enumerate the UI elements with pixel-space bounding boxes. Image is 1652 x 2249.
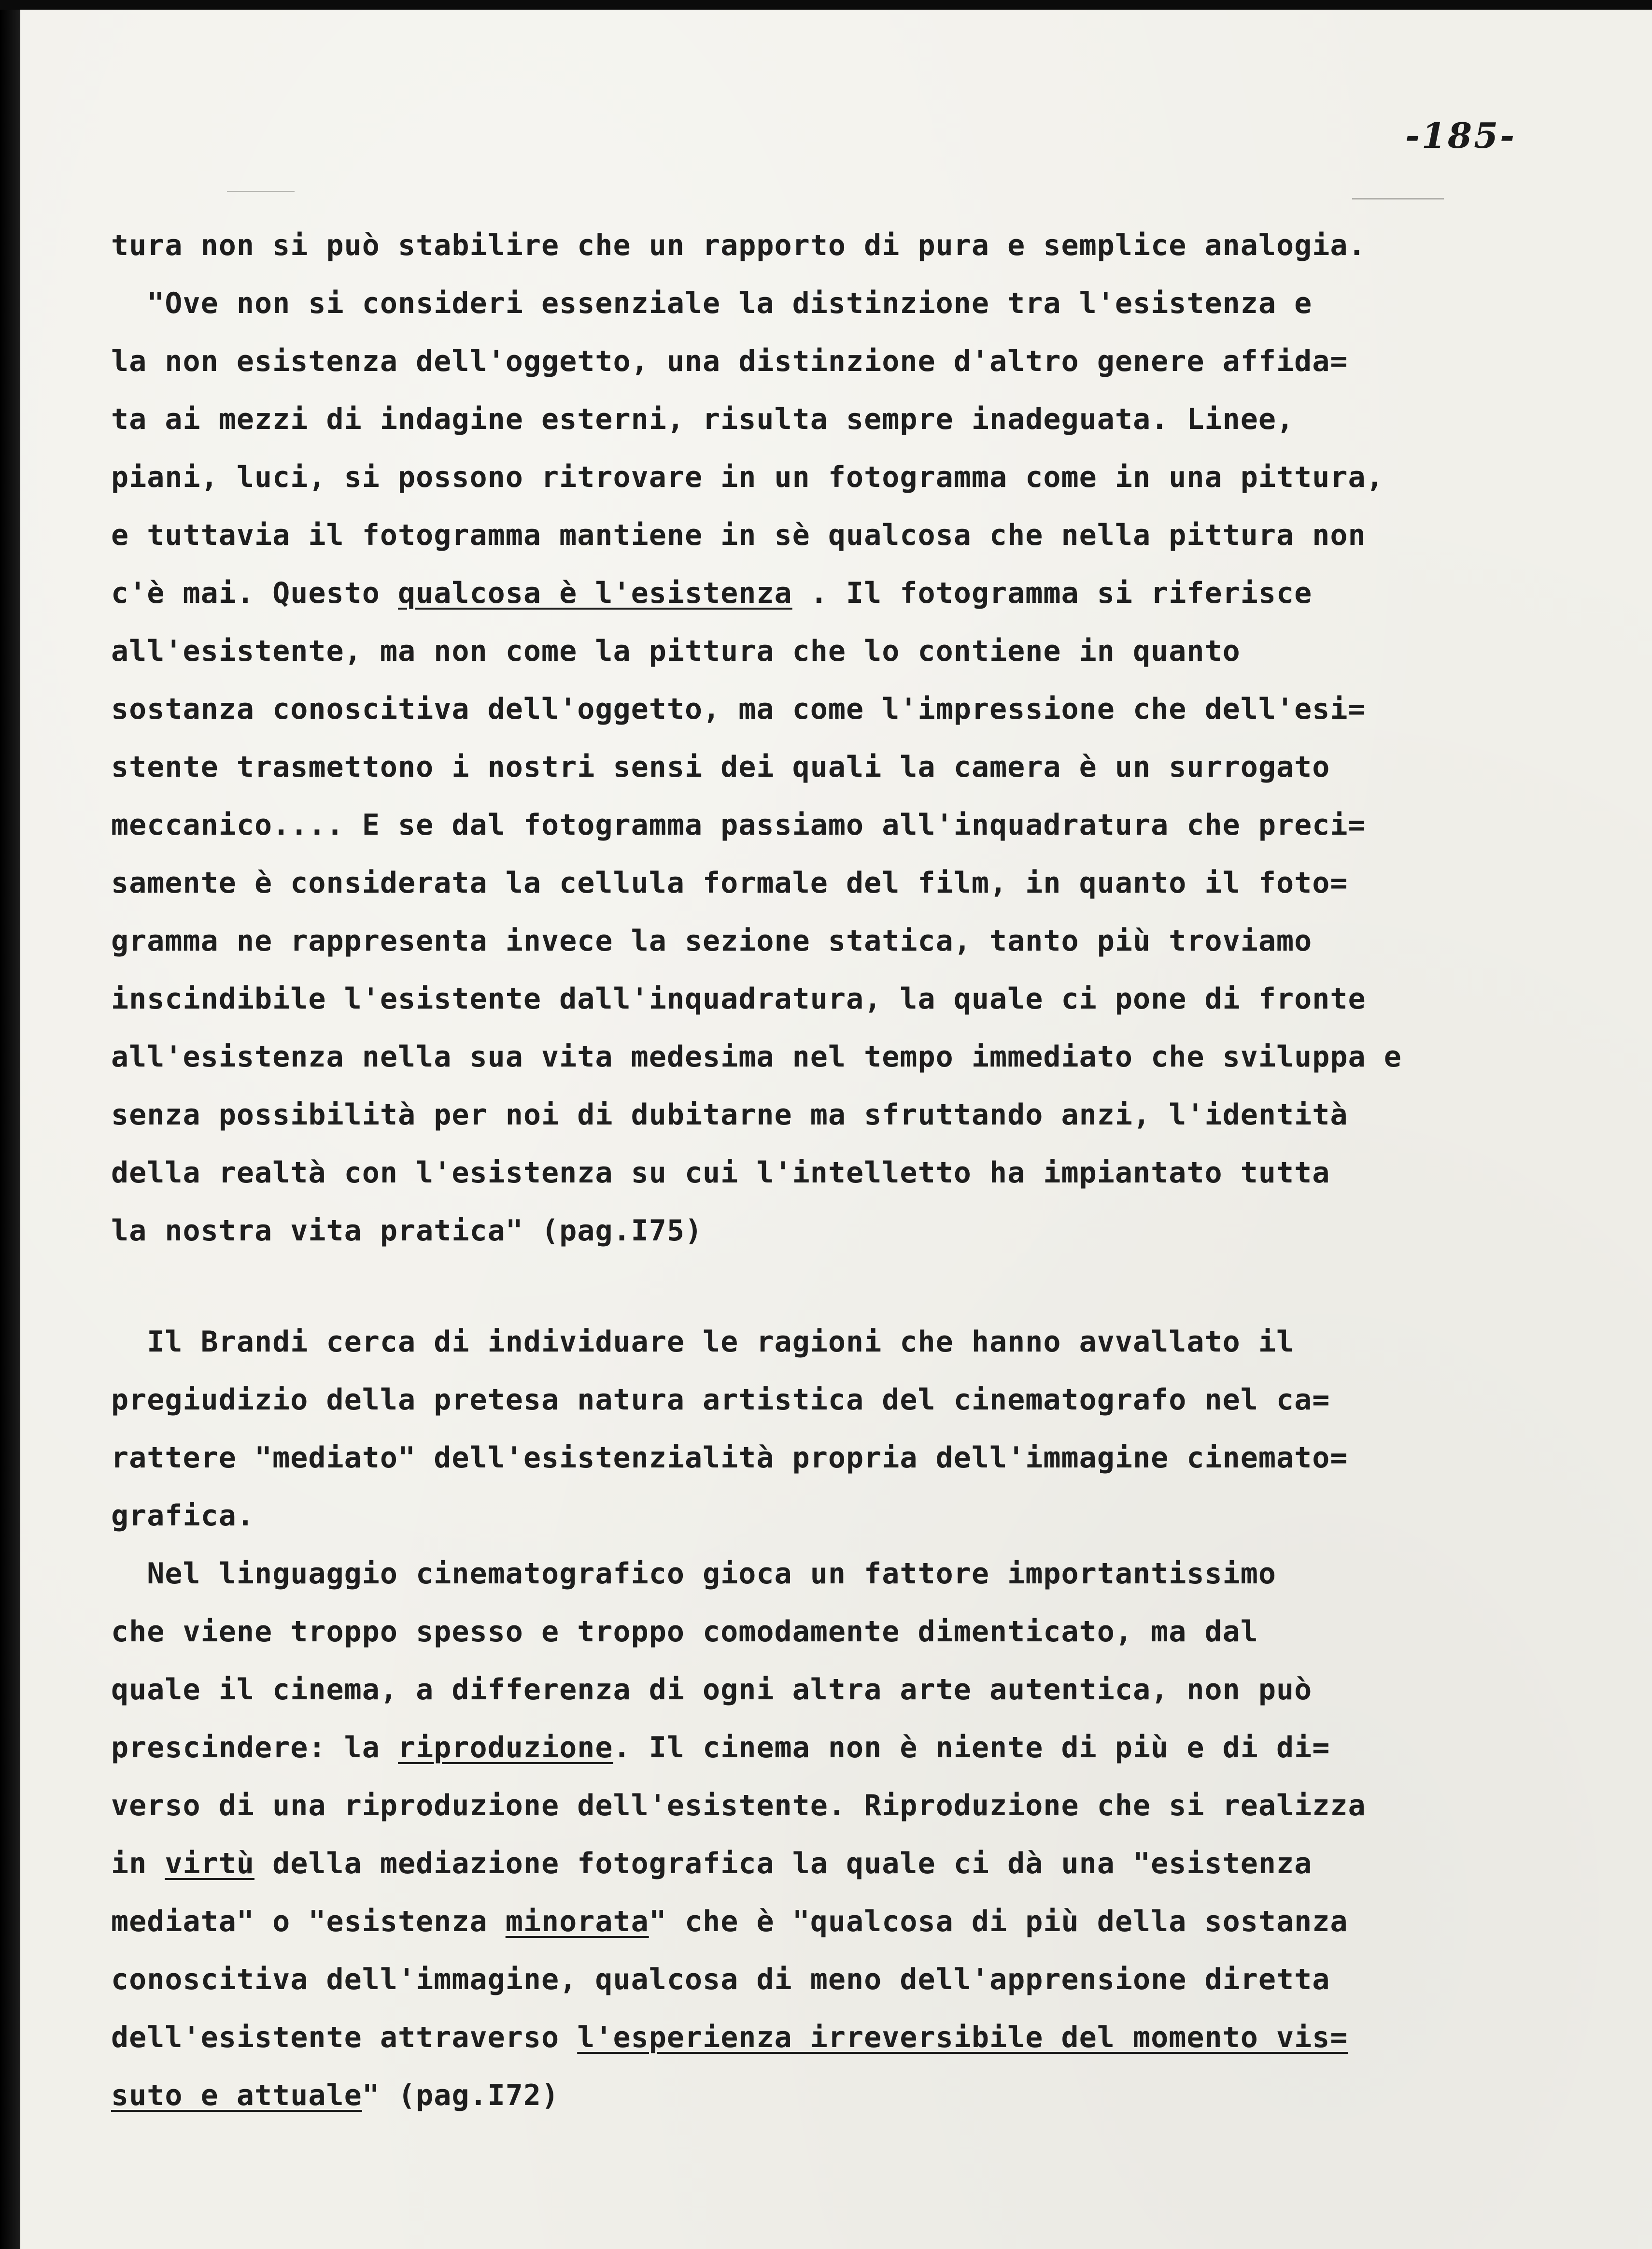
text-line: stente trasmettono i nostri sensi dei quali la camera è un surrogato (111, 750, 1330, 784)
text-line: inscindibile l'esistente dall'inquadratura, la quale ci pone di fronte (111, 982, 1366, 1016)
text-fragment: in (111, 1847, 165, 1880)
scan-edge-top (0, 0, 1652, 10)
text-line: Nel linguaggio cinematografico gioca un fattore importantissimo (111, 1557, 1276, 1591)
text-line: della realtà con l'esistenza su cui l'intelletto ha impiantato tutta (111, 1156, 1330, 1190)
text-line: la nostra vita pratica" (pag.I75) (111, 1214, 703, 1248)
text-fragment: " che è "qualcosa di più della sostanza (649, 1905, 1348, 1938)
paragraph-riproduzione (111, 1545, 1550, 2124)
text-line: samente è considerata la cellula formale del film, in quanto il foto= (111, 866, 1348, 900)
text-line (111, 2066, 1550, 2124)
underlined-text: virtù (165, 1847, 254, 1880)
text-line: ta ai mezzi di indagine esterni, risulta sempre inadeguata. Linee, (111, 402, 1295, 436)
pencil-mark (1352, 198, 1444, 199)
text-line (111, 1835, 1550, 1893)
paragraph-brandi (111, 1313, 1550, 1545)
text-line: piani, luci, si possono ritrovare in un fotogramma come in una pittura, (111, 460, 1384, 494)
text-line: all'esistenza nella sua vita medesima nel tempo immediato che sviluppa e (111, 1040, 1402, 1074)
text-line: pregiudizio della pretesa natura artistica del cinematografo nel ca= (111, 1383, 1330, 1417)
text-line: quale il cinema, a differenza di ogni altra arte autentica, non può (111, 1673, 1313, 1707)
text-line: Il Brandi cerca di individuare le ragioni che hanno avvallato il (111, 1325, 1295, 1359)
text-line: tura non si può stabilire che un rapporto di pura e semplice analogia. (111, 228, 1366, 262)
underlined-text: l'esperienza irreversibile del momento vis= (577, 2021, 1348, 2054)
text-line: e tuttavia il fotogramma mantiene in sè qualcosa che nella pittura non (111, 518, 1366, 552)
text-fragment: c'è mai. Questo (111, 576, 398, 610)
text-line: senza possibilità per noi di dubitarne ma sfruttando anzi, l'identità (111, 1098, 1348, 1132)
text-fragment: . Il cinema non è niente di più e di di= (613, 1731, 1330, 1765)
text-fragment: mediata" o "esistenza (111, 1905, 506, 1938)
text-line: che viene troppo spesso e troppo comodamente dimenticato, ma dal (111, 1615, 1258, 1649)
text-fragment: prescindere: la (111, 1731, 398, 1765)
text-line: grafica. (111, 1499, 254, 1533)
underlined-text: suto e attuale (111, 2078, 362, 2112)
text-line (111, 564, 1550, 622)
underlined-text: riproduzione (397, 1731, 613, 1765)
text-line (111, 1719, 1550, 1777)
underlined-text: qualcosa è l'esistenza (397, 576, 792, 610)
scan-edge-left (0, 0, 20, 2249)
text-fragment: " (pag.I72) (362, 2078, 560, 2112)
text-line: sostanza conoscitiva dell'oggetto, ma come l'impressione che dell'esi= (111, 692, 1366, 726)
text-line: meccanico.... E se dal fotogramma passiamo all'inquadratura che preci= (111, 808, 1366, 842)
text-fragment: della mediazione fotografica la quale ci dà una "esistenza (254, 1847, 1313, 1880)
page-number: -185- (1405, 115, 1517, 156)
text-line (111, 1893, 1550, 1950)
pencil-mark (227, 191, 295, 192)
text-fragment: dell'esistente attraverso (111, 2021, 578, 2054)
text-line: verso di una riproduzione dell'esistente. Riproduzione che si realizza (111, 1789, 1366, 1822)
text-line (111, 2008, 1550, 2066)
paragraph-quote (111, 216, 1550, 1260)
text-line: all'esistente, ma non come la pittura che lo contiene in quanto (111, 634, 1241, 668)
underlined-text: minorata (505, 1905, 649, 1938)
text-line: conoscitiva dell'immagine, qualcosa di meno dell'apprensione diretta (111, 1963, 1330, 1996)
text-line: gramma ne rappresenta invece la sezione statica, tanto più troviamo (111, 924, 1313, 958)
text-line: "Ove non si consideri essenziale la distinzione tra l'esistenza e (111, 286, 1313, 320)
document-body (111, 216, 1550, 2124)
text-line: la non esistenza dell'oggetto, una distinzione d'altro genere affida= (111, 344, 1348, 378)
text-line: rattere "mediato" dell'esistenzialità propria dell'immagine cinemato= (111, 1441, 1348, 1475)
text-fragment: . Il fotogramma si riferisce (792, 576, 1313, 610)
paragraph-gap (111, 1260, 1550, 1313)
